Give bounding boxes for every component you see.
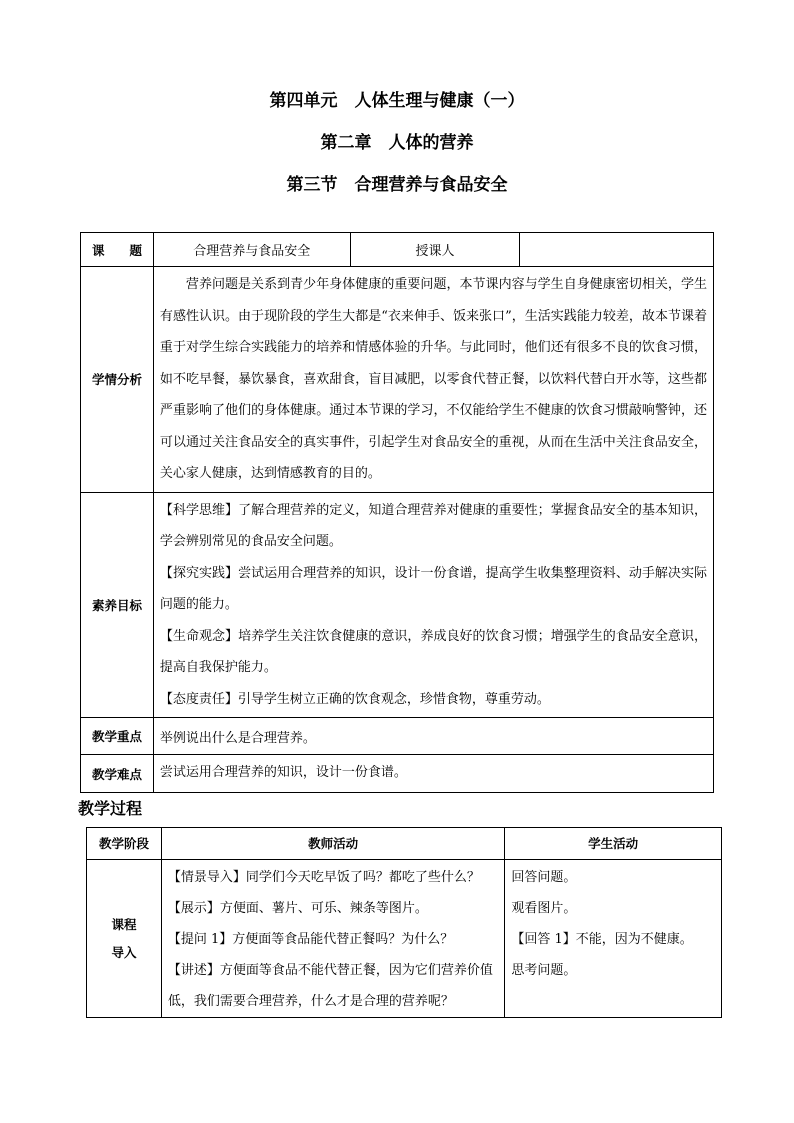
teacher-activity-line: 【提问 1】方便面等食品能代替正餐吗？为什么？ <box>167 932 454 947</box>
stage-cell <box>87 860 162 1018</box>
goal-item: 【生命观念】培养学生关注饮食健康的意识，养成良好的饮食习惯；增强学生的食品安全意识，提高自我保护能力。 <box>159 628 707 675</box>
teacher-value <box>520 233 714 267</box>
goals-cell <box>153 492 713 718</box>
teacher-activity-line: 【情景导入】同学们今天吃早饭了吗？都吃了些什么？ <box>167 870 480 885</box>
student-activity-cell <box>505 860 722 1018</box>
chapter-title: 第二章 人体的营养 <box>320 133 474 153</box>
student-activity-line: 观看图片。 <box>511 901 577 916</box>
key-value: 举例说出什么是合理营养。 <box>153 718 713 755</box>
teacher-activity-line: 【展示】方便面、薯片、可乐、辣条等图片。 <box>167 901 428 916</box>
topic-value: 合理营养与食品安全 <box>153 233 350 267</box>
goal-item: 【探究实践】尝试运用合理营养的知识，设计一份食谱，提高学生收集整理资料、动手解决实际问题的能力。 <box>159 565 707 612</box>
difficulty-value: 尝试运用合理营养的知识，设计一份食谱。 <box>153 755 713 793</box>
teacher-label: 授课人 <box>350 233 520 267</box>
teacher-activity-line: 【讲述】方便面等食品不能代替正餐，因为它们营养价值低，我们需要合理营养，什么才是合理的营养呢？ <box>167 963 493 1009</box>
teacher-activity-cell <box>161 860 504 1018</box>
difficulty-label: 教学难点 <box>81 755 154 793</box>
lesson-info-table <box>80 232 714 793</box>
section-title: 第三节 合理营养与食品安全 <box>286 175 508 195</box>
analysis-label: 学情分析 <box>81 267 154 493</box>
process-row <box>87 860 722 1018</box>
process-header-stage: 教学阶段 <box>87 828 162 860</box>
process-title: 教学过程 <box>78 799 143 818</box>
student-activity-line: 回答问题。 <box>511 870 577 885</box>
unit-title: 第四单元 人体生理与健康（一） <box>269 91 525 111</box>
key-label: 教学重点 <box>81 718 154 755</box>
student-activity-line: 思考问题。 <box>511 963 577 978</box>
analysis-text: 营养问题是关系到青少年身体健康的重要问题，本节课内容与学生自身健康密切相关，学生有感性认识。由于现阶段的学生大都是“衣来伸手、饭来张口”，生活实践能力较差，故本节课着重于对学生综合实践能力的培养和情感体验的升华。与此同时，他们还有很多不良的饮食习惯，如不吃早餐，暴饮暴食，喜欢甜食，盲目减肥，以零食代替正餐，以饮料代替白开水等，这些都严重影响了他们的身体健康。通过本节课的学习，不仅能给学生不健康的饮食习惯敲响警钟，还可以通过关注食品安全的真实事件，引起学生对食品安全的重视，从而在生活中关注食品安全，关心家人健康，达到情感教育的目的。 <box>159 277 707 481</box>
topic-label: 课 题 <box>81 233 154 267</box>
goals-label: 素养目标 <box>81 492 154 718</box>
goal-item: 【态度责任】引导学生树立正确的饮食观念，珍惜食物，尊重劳动。 <box>159 691 550 707</box>
stage-line: 导入 <box>111 944 137 960</box>
goal-item: 【科学思维】了解合理营养的定义，知道合理营养对健康的重要性；掌握食品安全的基本知识，学会辨别常见的食品安全问题。 <box>159 502 707 549</box>
process-table <box>86 827 722 1018</box>
process-header-teacher: 教师活动 <box>161 828 504 860</box>
analysis-cell <box>153 267 713 493</box>
process-header-student: 学生活动 <box>505 828 722 860</box>
stage-line: 课程 <box>111 916 137 932</box>
student-activity-line: 【回答 1】不能，因为不健康。 <box>511 932 693 947</box>
